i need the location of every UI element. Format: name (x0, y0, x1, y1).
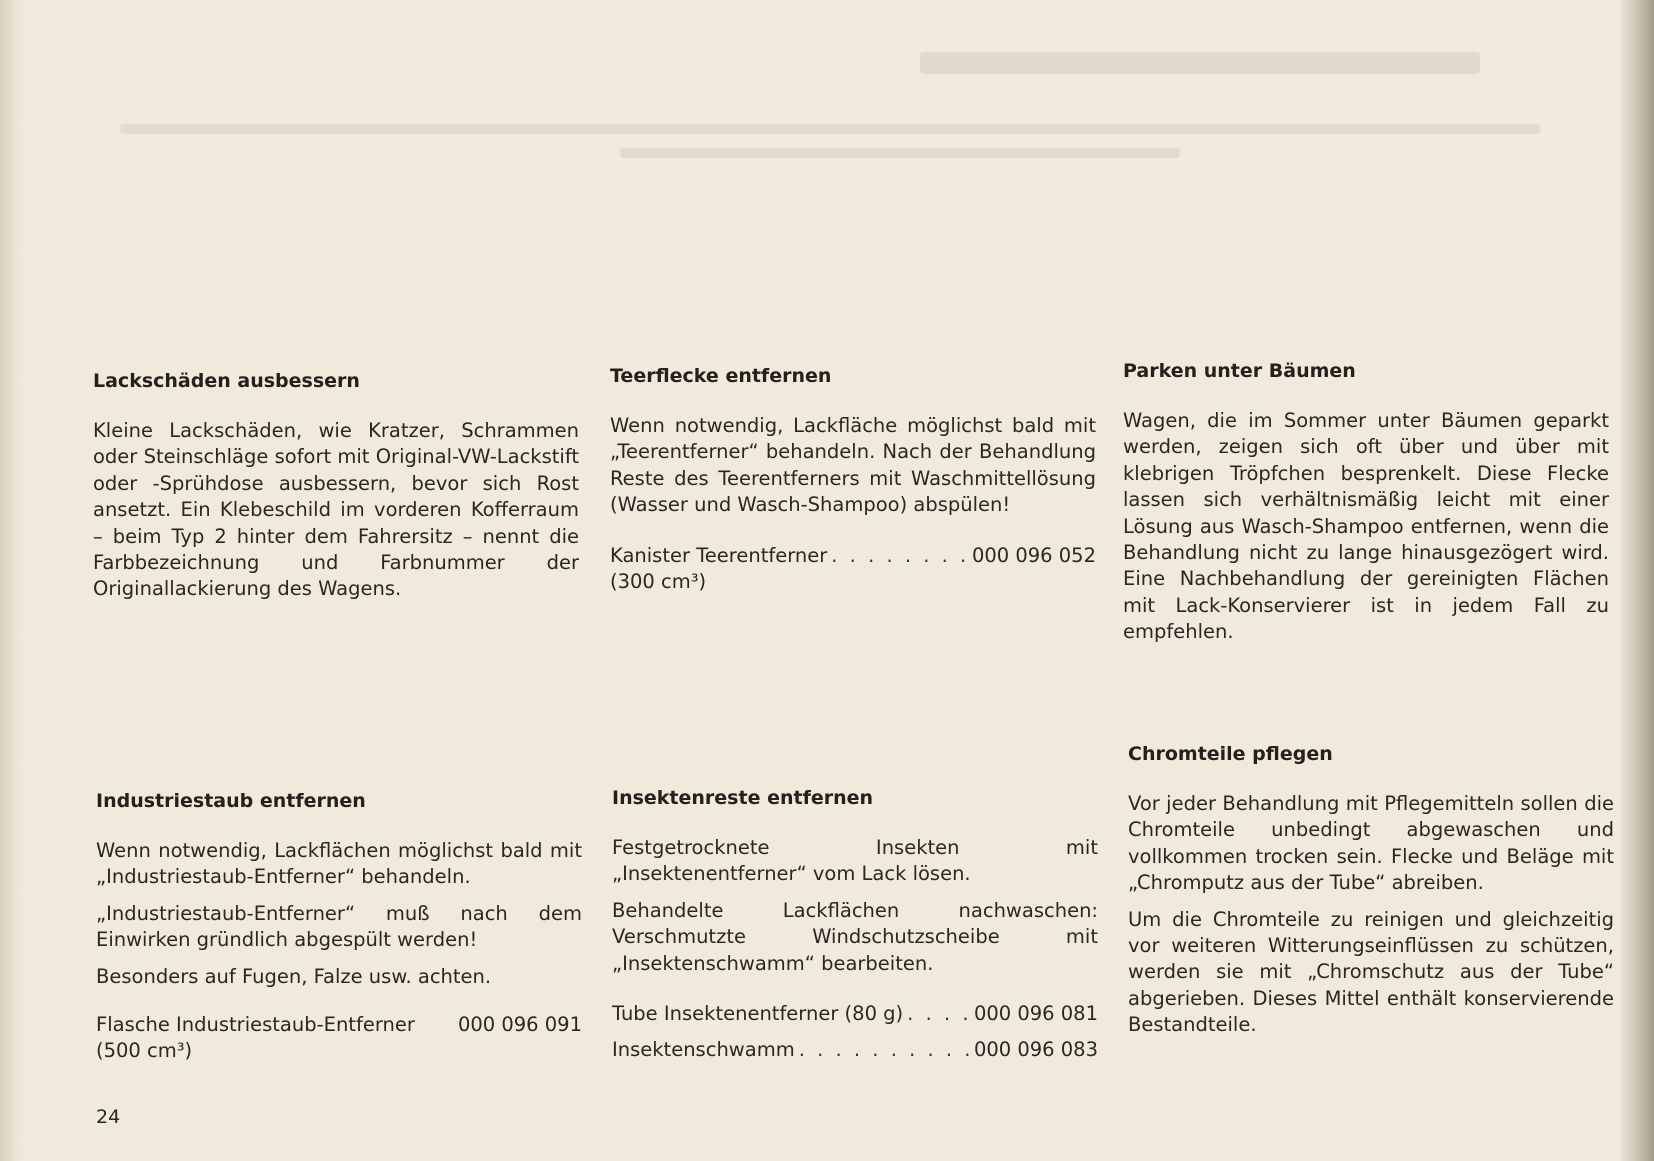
leader-dots (827, 543, 972, 569)
part-row (610, 543, 1096, 569)
part-label: Kanister Teerentferner (610, 543, 828, 567)
part-row (612, 1001, 1098, 1027)
section-insektenreste (612, 787, 1098, 1064)
section-paragraph: Festgetrocknete Insekten mit „Insektenentferner“ vom Lack lösen. (612, 836, 1098, 886)
leader-dots (795, 1037, 974, 1063)
section-paragraph: Wenn notwendig, Lackflächen möglichst bald mit „Industriestaub-Entferner“ behandeln. (96, 839, 582, 889)
section-body: Kleine Lackschäden, wie Kratzer, Schrammen oder Steinschläge sofort mit Original-VW-Lackstift oder -Sprühdose ausbessern, bevor sich Rost ansetzt. Ein Klebeschild im vorderen Kofferraum – beim Typ 2 hinter dem Fahrersitz – nennt die Farbbezeichnung und Farbnummer der Originallackierung des Wagens. (93, 419, 579, 601)
part-label: Flasche Industriestaub-Entferner (96, 1013, 415, 1037)
part-row (96, 1012, 582, 1038)
section-chromteile (1128, 743, 1614, 1049)
page-gutter-shadow (0, 0, 24, 1161)
part-number: 000 096 083 (973, 1038, 1098, 1062)
section-heading: Insektenreste entfernen (612, 787, 874, 809)
section-paragraph: Behandelte Lackflächen nachwaschen: Verschmutzte Windschutzscheibe mit „Insektenschwamm“ bearbeiten. (612, 898, 1098, 975)
part-size: (500 cm³) (96, 1039, 193, 1063)
section-heading: Teerflecke entfernen (610, 365, 832, 387)
page-edge-shadow (1620, 0, 1654, 1161)
section-paragraph: Um die Chromteile zu reinigen und gleichzeitig vor weiteren Witterungseinflüssen zu schützen, werden sie mit „Chromschutz aus der Tube“ abgerieben. Dieses Mittel enthält konservierende Bestandteile. (1128, 907, 1614, 1037)
section-industriestaub (96, 790, 582, 1065)
section-body: Wenn notwendig, Lackfläche möglichst bald mit „Teerentferner“ behandeln. Nach der Behandlung Reste des Teerentferners mit Waschmittellösung (Wasser und Wasch-Shampoo) abspülen! (610, 414, 1096, 517)
section-lackschaeden (93, 370, 579, 613)
section-parken (1123, 360, 1609, 656)
page-number: 24 (96, 1106, 121, 1128)
section-body: Wagen, die im Sommer unter Bäumen geparkt werden, zeigen sich oft über und über mit klebrigen Tröpfchen besprenkelt. Diese Flecke lassen sich verhältnismäßig leicht mit einer Lösung aus Wasch-Shampoo entfernen, wenn die Behandlung nicht zu lange hinausgezögert wird. Eine Nachbehandlung der gereinigten Flächen mit Lack-Konservierer ist in jedem Fall zu empfehlen. (1123, 409, 1609, 644)
section-paragraph: Vor jeder Behandlung mit Pflegemitteln sollen die Chromteile unbedingt abgewaschen und vollkommen trocken sein. Flecke und Beläge mit „Chromputz aus der Tube“ abreiben. (1128, 792, 1614, 895)
section-teerflecke (610, 365, 1096, 595)
part-row (612, 1037, 1098, 1063)
section-heading: Lackschäden ausbessern (93, 370, 360, 392)
section-heading: Parken unter Bäumen (1123, 360, 1356, 382)
part-label: Insektenschwamm (612, 1038, 795, 1062)
section-paragraph: „Industriestaub-Entferner“ muß nach dem Einwirken gründlich abgespült werden! (96, 901, 582, 952)
part-number: 000 096 052 (971, 543, 1096, 567)
part-number: 000 096 081 (973, 1002, 1098, 1026)
section-heading: Industriestaub entfernen (96, 790, 366, 812)
part-number: 000 096 091 (457, 1013, 582, 1037)
section-heading: Chromteile pflegen (1128, 743, 1333, 765)
section-paragraph: Besonders auf Fugen, Falze usw. achten. (96, 964, 492, 988)
leader-dots (903, 1001, 974, 1027)
part-label: Tube Insektenentferner (80 g) (612, 1002, 904, 1026)
part-size: (300 cm³) (610, 570, 707, 594)
show-through-text (80, 40, 1580, 180)
